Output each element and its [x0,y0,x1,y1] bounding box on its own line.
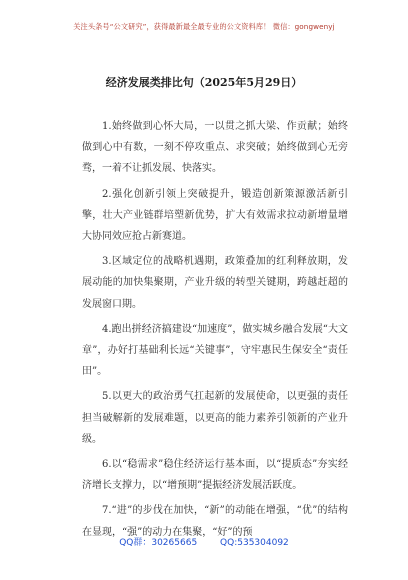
paragraph-2: 2.强化创新引领上突破提升，锻造创新策源激活新引擎，壮大产业链群培塑新优势，扩大有效需求拉动新增量增大协同效应抢占新赛道。 [82,188,348,243]
qq-group-text: QQ群：30265665 [119,538,198,548]
qq-contact-text: QQ:535304092 [220,538,289,548]
contact-footer [0,535,408,548]
paragraph-5: 5.以更大的政治勇气扛起新的发展使命，以更强的责任担当破解新的发展难题，以更高的能力素养引领新的产业升级。 [82,391,348,445]
document-body [82,116,348,547]
paragraph-3: 3.区域定位的战略机遇期，政策叠加的红利释放期，发展动能的加快集聚期，产业升级的转型关键期，跨越赶超的发展窗口期。 [82,256,348,310]
paragraph-7: 7.“进”的步伐在加快，“新”的动能在增强，“优”的结构在显现，“强”的动力在集聚，“好”的预 [82,505,348,538]
paragraph-1: 1.始终做到心怀大局，一以贯之抓大梁、作贡献；始终做到心中有数，一刻不停攻重点、求突破；始终做到心无旁骛，一着不让抓发展、快落实。 [82,121,348,175]
paragraph-4: 4.跑出拼经济搞建设“加速度”，做实城乡融合发展“大文章”，办好打基础利长远“关键事”，守牢惠民生保安全“责任田”。 [82,323,348,378]
paragraph-6: 6.以“稳需求”稳住经济运行基本面，以“提质态”夯实经济增长支撑力，以“增预期”提振经济发展活跃度。 [82,459,348,492]
document-title: 经济发展类排比句（2025年5月29日） [105,76,303,89]
watermark-header: 关注头条号“公文研究”，获得最新最全最专业的公文资料库！ 微信：gongwenyj [73,22,335,31]
